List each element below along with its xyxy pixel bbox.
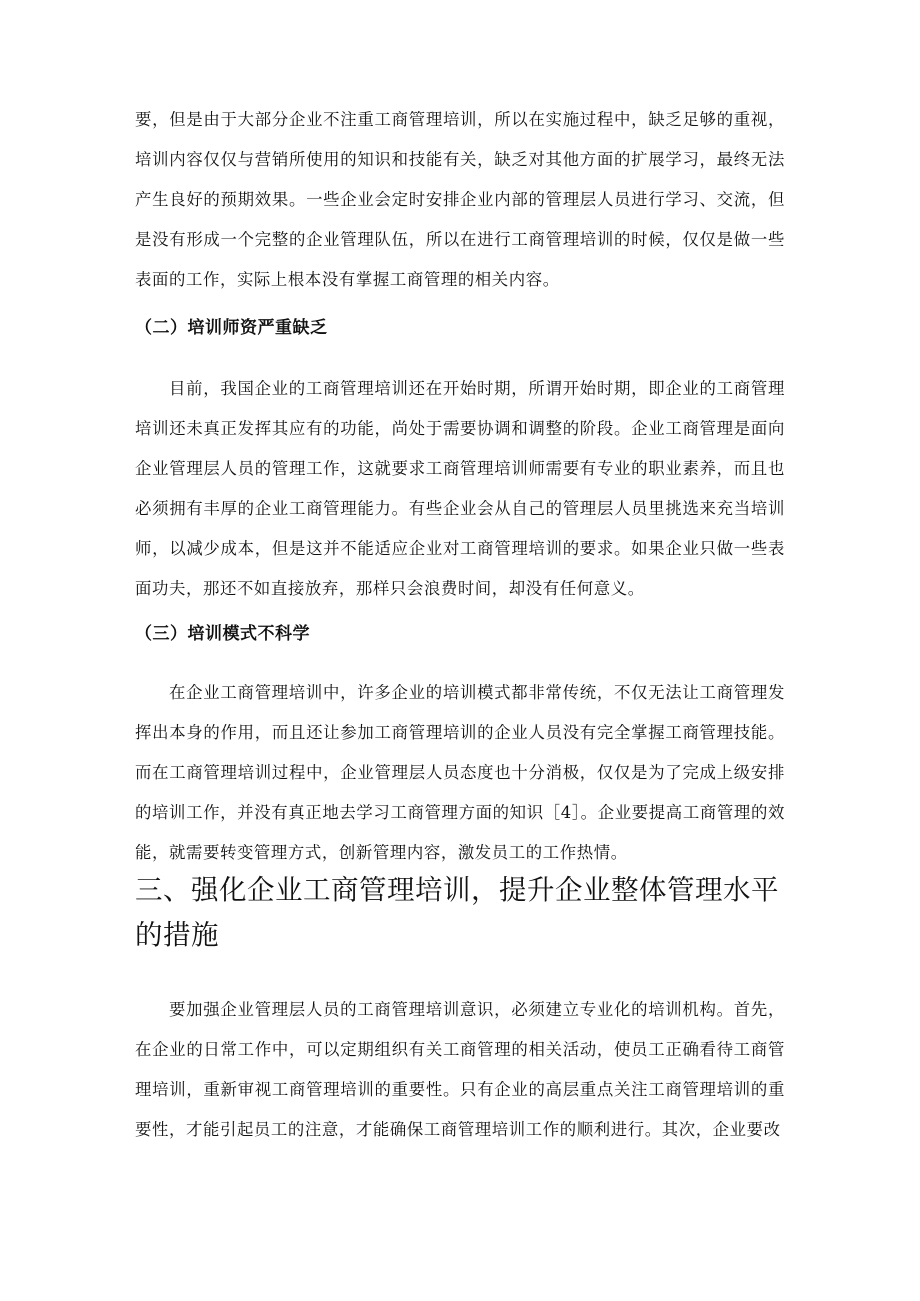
- paragraph-trainers: 目前，我国企业的工商管理培训还在开始时期，所谓开始时期，即企业的工商管理培训还未真正发挥其应有的功能，尚处于需要协调和调整的阶段。企业工商管理是面向企业管理层人员的管理工作，这就要求工商管理培训师需要有专业的职业素养，而且也必须拥有丰厚的企业工商管理能力。有些企业会从自己的管理层人员里挑选来充当培训师，以减少成本，但是这并不能适应企业对工商管理培训的要求。如果企业只做一些表面功夫，那还不如直接放弃，那样只会浪费时间，却没有任何意义。: [135, 379, 785, 598]
- subheading-trainer-shortage: （二）培训师资严重缺乏: [135, 318, 328, 338]
- paragraph-measures: 要加强企业管理层人员的工商管理培训意识，必须建立专业化的培训机构。首先，在企业的日常工作中，可以定期组织有关工商管理的相关活动，使员工正确看待工商管理培训，重新审视工商管理培训的重要性。只有企业的高层重点关注工商管理培训的重要性，才能引起员工的注意，才能确保工商管理培训工作的顺利进行。其次，企业要改: [135, 1000, 785, 1139]
- subheading-training-mode: （三）培训模式不科学: [135, 624, 310, 644]
- paragraph-continued: 要，但是由于大部分企业不注重工商管理培训，所以在实施过程中，缺乏足够的重视，培训内容仅仅与营销所使用的知识和技能有关，缺乏对其他方面的扩展学习，最终无法产生良好的预期效果。一些企业会定时安排企业内部的管理层人员进行学习、交流，但是没有形成一个完整的企业管理队伍，所以在进行工商管理培训的时候，仅仅是做一些表面的工作，实际上根本没有掌握工商管理的相关内容。: [135, 110, 785, 289]
- section-heading-measures: 三、强化企业工商管理培训，提升企业整体管理水平的措施: [135, 874, 779, 951]
- paragraph-training-mode: 在企业工商管理培训中，许多企业的培训模式都非常传统，不仅无法让工商管理发挥出本身的作用，而且还让参加工商管理培训的企业人员没有完全掌握工商管理技能。而在工商管理培训过程中，企业管理层人员态度也十分消极，仅仅是为了完成上级安排的培训工作，并没有真正地去学习工商管理方面的知识［4］。企业要提高工商管理的效能，就需要转变管理方式，创新管理内容，激发员工的工作热情。: [135, 683, 785, 862]
